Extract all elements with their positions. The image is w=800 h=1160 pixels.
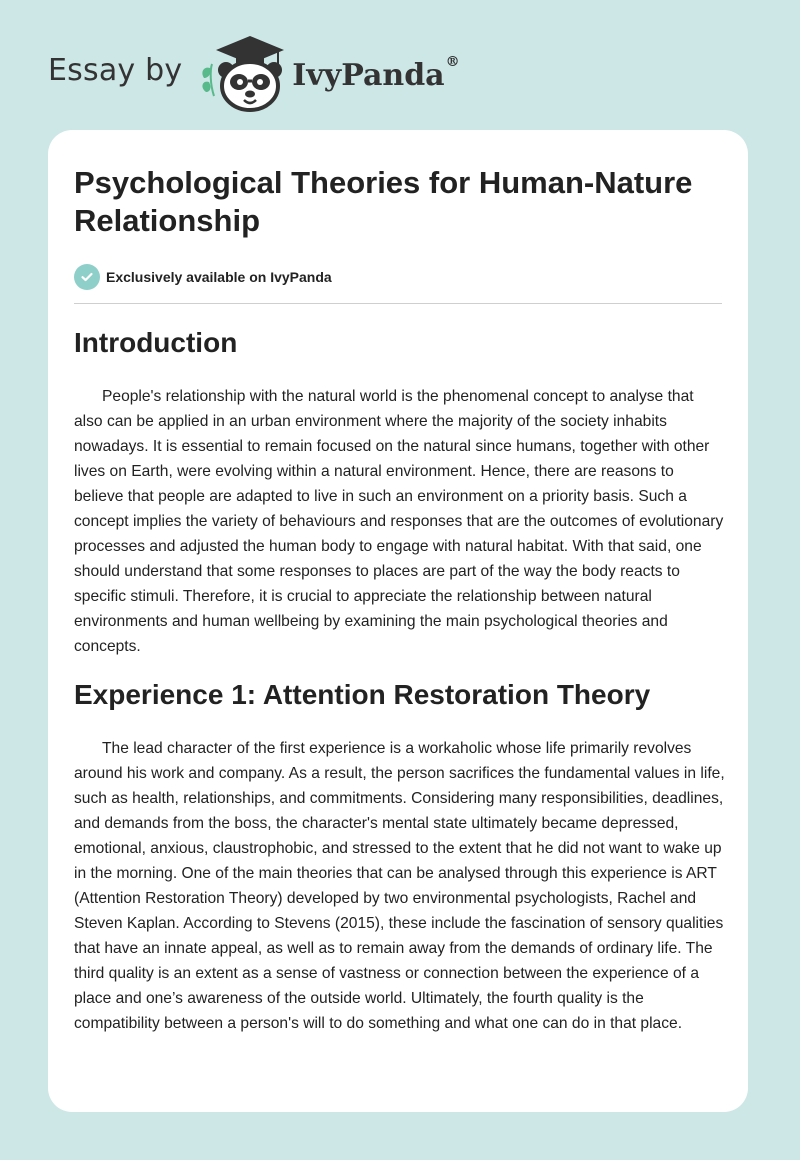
brand-name[interactable]: IvyPanda® [292, 53, 460, 93]
site-header [48, 30, 460, 114]
section-paragraph-introduction: People's relationship with the natural world is the phenomenal concept to analyse that also can be applied in an urban environment where the majority of the society inhabits nowadays. It is essential to remain focused on the natural since humans, together with other lives on Earth, were evolving within a natural environment. Hence, there are reasons to believe that people are adapted to live in such an environment on a priority basis. Such a concept implies the variety of behaviours and responses that are the outcomes of evolutionary processes and adjusted the human body to engage with natural habitat. With that said, one should understand that some responses to places are part of the way the body reacts to specific stimuli. Therefore, it is crucial to appreciate the relationship between natural environments and human wellbeing by examining the main psychological theories and concepts. [74, 388, 724, 655]
title-divider [74, 303, 722, 304]
exclusive-badge [74, 264, 332, 290]
section-heading-experience-1: Experience 1: Attention Restoration Theory [74, 679, 651, 710]
panda-graduation-cap-icon[interactable] [198, 30, 288, 114]
section-paragraph-experience-1: The lead character of the first experience is a workaholic whose life primarily revolves around his work and company. As a result, the person sacrifices the fundamental values in life, such as health, relationships, and commitments. Considering many responsibilities, deadlines, and demands from the boss, the character's mental state ultimately became depressed, emotional, anxious, claustrophobic, and stressed to the extent that he did not want to wake up in the morning. One of the main theories that can be analysed through this experience is ART (Attention Restoration Theory) developed by two environmental psychologists, Rachel and Steven Kaplan. According to Stevens (2015), these include the fascination of sensory qualities that have an innate appeal, as well as to remain away from the demands of ordinary life. The third quality is an extent as a sense of vastness or connection between the experience of a place and one’s awareness of the outside world. Ultimately, the fourth quality is the compatibility between a person's will to do something and what one can do in that place. [74, 740, 725, 1032]
essay-card [48, 130, 748, 1112]
registered-mark: ® [445, 53, 460, 70]
check-circle-icon [74, 264, 100, 290]
page-title: Psychological Theories for Human-Nature Relationship [74, 165, 693, 238]
exclusive-label: Exclusively available on IvyPanda [106, 269, 332, 285]
essay-by-label: Essay by [48, 52, 183, 88]
section-heading-introduction: Introduction [74, 327, 238, 358]
